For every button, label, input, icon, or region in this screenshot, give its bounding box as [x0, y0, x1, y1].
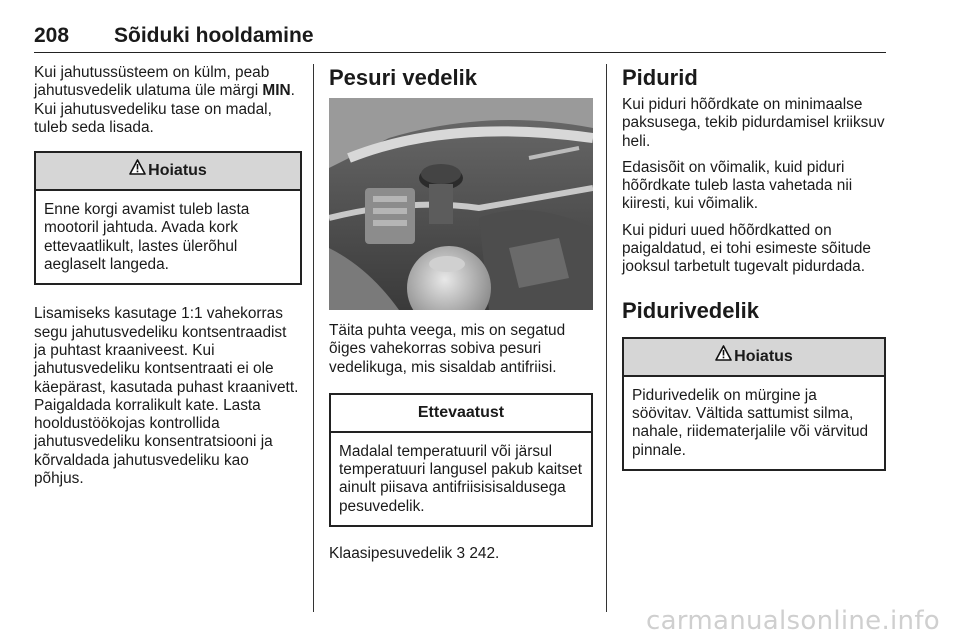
washer-fluid-reservoir-photo	[329, 98, 593, 310]
warning-box-brake-fluid	[622, 337, 886, 471]
warning-triangle-icon	[129, 153, 146, 189]
page-title: Sõiduki hooldamine	[114, 24, 314, 47]
warning-triangle-icon	[715, 339, 732, 375]
warning-title: Hoiatus	[148, 162, 207, 180]
caution-box-header	[331, 395, 591, 433]
warning-title: Hoiatus	[734, 347, 793, 365]
warning-box-coolant	[34, 151, 302, 285]
column-washer-fluid	[329, 64, 593, 563]
column-brakes	[622, 64, 886, 485]
caution-title: Ettevaatust	[417, 403, 505, 421]
caution-box-washer	[329, 393, 593, 527]
min-mark: MIN	[262, 82, 291, 100]
brakes-paragraph-2: Edasisõit on võimalik, kuid piduri hõõrdkate tuleb lasta vahetada nii kiiresti, kui võimalik.	[622, 158, 853, 213]
section-heading-brakes: Pidurid	[622, 65, 698, 90]
column-coolant	[34, 64, 302, 488]
coolant-level-paragraph: Kui jahutussüsteem on külm, peab jahutusvedelik ulatuma üle märgi MIN. Kui jahutusvedeliku tase on madal, tuleb seda lisada.	[34, 64, 295, 136]
coolant-mixing-paragraph: Lisamiseks kasutage 1:1 vahekorras segu jahutusvedeliku kontsentraadist ja puhtast kraaniveest. Kui jahutusvedeliku kontsentraati ei ole käepärast, kasutada puhast kraanivett. Paigaldada korralikult kate. Lasta hooldustöökojas kontrollida jahutusvedeliku konsentratsiooni ja kõrvaldada jahutusvedeliku kao põhjus.	[34, 305, 299, 488]
section-heading-brake-fluid: Pidurivedelik	[622, 297, 759, 323]
washer-fluid-reference	[329, 545, 593, 563]
page-header	[34, 24, 886, 53]
watermark: carmanualsonline.info	[645, 606, 940, 636]
warning-box-header	[624, 339, 884, 377]
reference-page-number: 242.	[469, 545, 500, 563]
warning-box-header	[36, 153, 300, 191]
reference-arrow-icon: 3	[456, 545, 466, 563]
section-heading-washer-fluid: Pesuri vedelik	[329, 65, 477, 90]
brakes-paragraph-1: Kui piduri hõõrdkate on minimaalse paksusega, tekib pidurdamisel kriiksuv heli.	[622, 96, 885, 150]
washer-fluid-paragraph: Täita puhta veega, mis on segatud õiges vahekorras sobiva pesuri vedelikuga, mis sisaldab antifriisi.	[329, 322, 566, 376]
brakes-paragraph-3: Kui piduri uued hõõrdkatted on paigaldatud, ei tohi esimeste sõitude jooksul tarbetult tugevalt pidurdada.	[622, 221, 871, 276]
warning-text: Enne korgi avamist tuleb lasta mootoril jahtuda. Avada kork ettevaatlikult, lastes ülerõhul aeglaselt langeda.	[44, 201, 250, 274]
page-number: 208	[34, 24, 70, 47]
warning-text: Pidurivedelik on mürgine ja söövitav. Vältida sattumist silma, nahale, riidematerjalile või värvitud pinnale.	[632, 386, 869, 459]
column-divider	[606, 64, 607, 612]
caution-text: Madalal temperatuuril või järsul temperatuuri langusel pakub kaitset ainult piisava antifriisisisaldusega pesuvedelik.	[339, 442, 582, 515]
column-divider	[313, 64, 314, 612]
reference-link-text[interactable]: Klaasipesuvedelik	[329, 545, 453, 563]
